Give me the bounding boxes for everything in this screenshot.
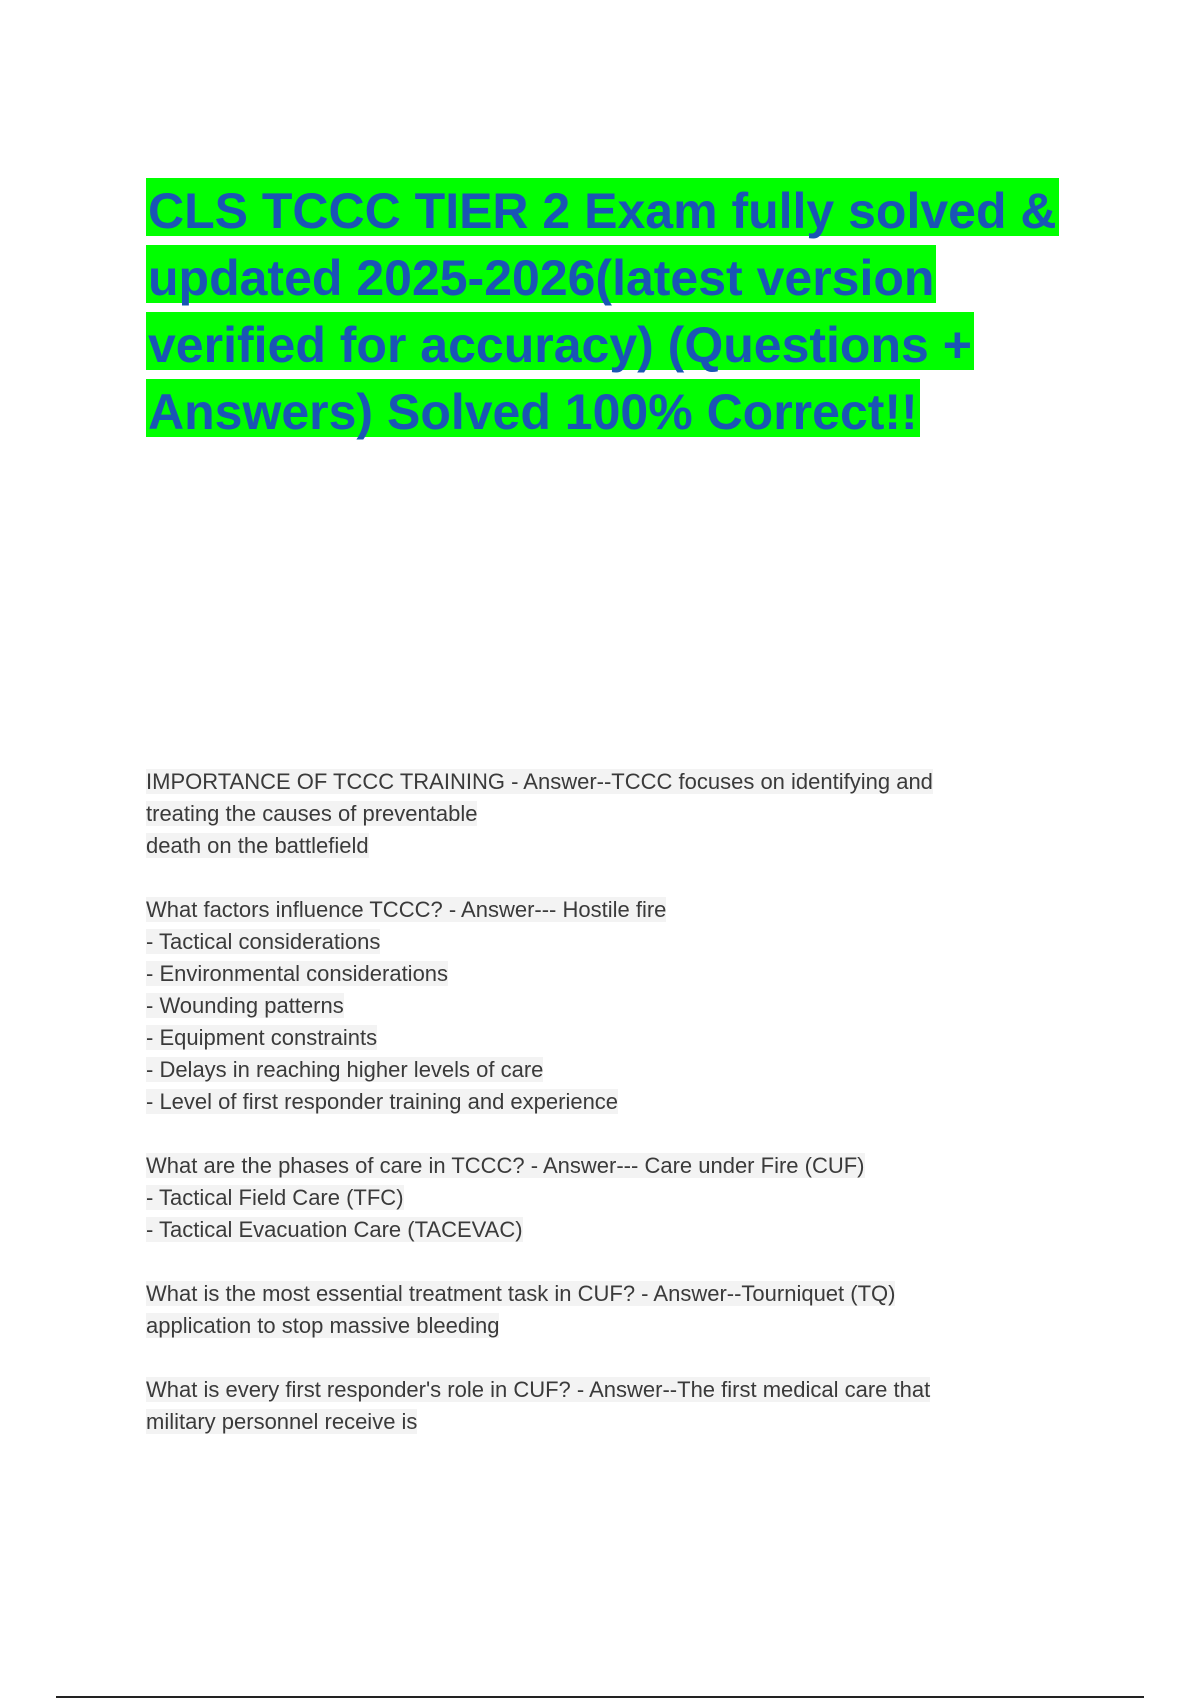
question-answer-list <box>146 766 1046 1470</box>
qa-line: - Tactical Evacuation Care (TACEVAC) <box>146 1217 523 1242</box>
qa-item-phases-of-care <box>146 1150 1046 1246</box>
title-line: verified for accuracy) (Questions + <box>146 312 974 370</box>
qa-line: military personnel receive is <box>146 1409 418 1434</box>
qa-item-essential-task-cuf <box>146 1278 1046 1342</box>
qa-line: - Wounding patterns <box>146 993 344 1018</box>
qa-line: death on the battlefield <box>146 833 369 858</box>
qa-line: What is every first responder's role in CUF? - Answer--The first medical care that <box>146 1377 931 1402</box>
qa-item-importance-of-tccc-training <box>146 766 1046 862</box>
qa-line: - Level of first responder training and experience <box>146 1089 619 1114</box>
qa-item-factors-influence-tccc <box>146 894 1046 1118</box>
qa-line: application to stop massive bleeding <box>146 1313 500 1338</box>
qa-line: What is the most essential treatment task in CUF? - Answer--Tourniquet (TQ) <box>146 1281 896 1306</box>
document-title <box>146 178 1086 446</box>
qa-line: - Tactical considerations <box>146 929 381 954</box>
qa-line: - Delays in reaching higher levels of care <box>146 1057 544 1082</box>
qa-line: What factors influence TCCC? - Answer--- Hostile fire <box>146 897 667 922</box>
title-line: CLS TCCC TIER 2 Exam fully solved & <box>146 178 1059 236</box>
qa-line: IMPORTANCE OF TCCC TRAINING - Answer--TCCC focuses on identifying and <box>146 769 933 794</box>
qa-line: treating the causes of preventable <box>146 801 478 826</box>
page-bottom-divider <box>56 1696 1144 1698</box>
qa-line: - Equipment constraints <box>146 1025 378 1050</box>
qa-line: What are the phases of care in TCCC? - Answer--- Care under Fire (CUF) <box>146 1153 865 1178</box>
qa-line: - Environmental considerations <box>146 961 449 986</box>
qa-line: - Tactical Field Care (TFC) <box>146 1185 404 1210</box>
title-line: updated 2025-2026(latest version <box>146 245 936 303</box>
title-line: Answers) Solved 100% Correct!! <box>146 379 920 437</box>
qa-item-first-responder-role <box>146 1374 1046 1438</box>
